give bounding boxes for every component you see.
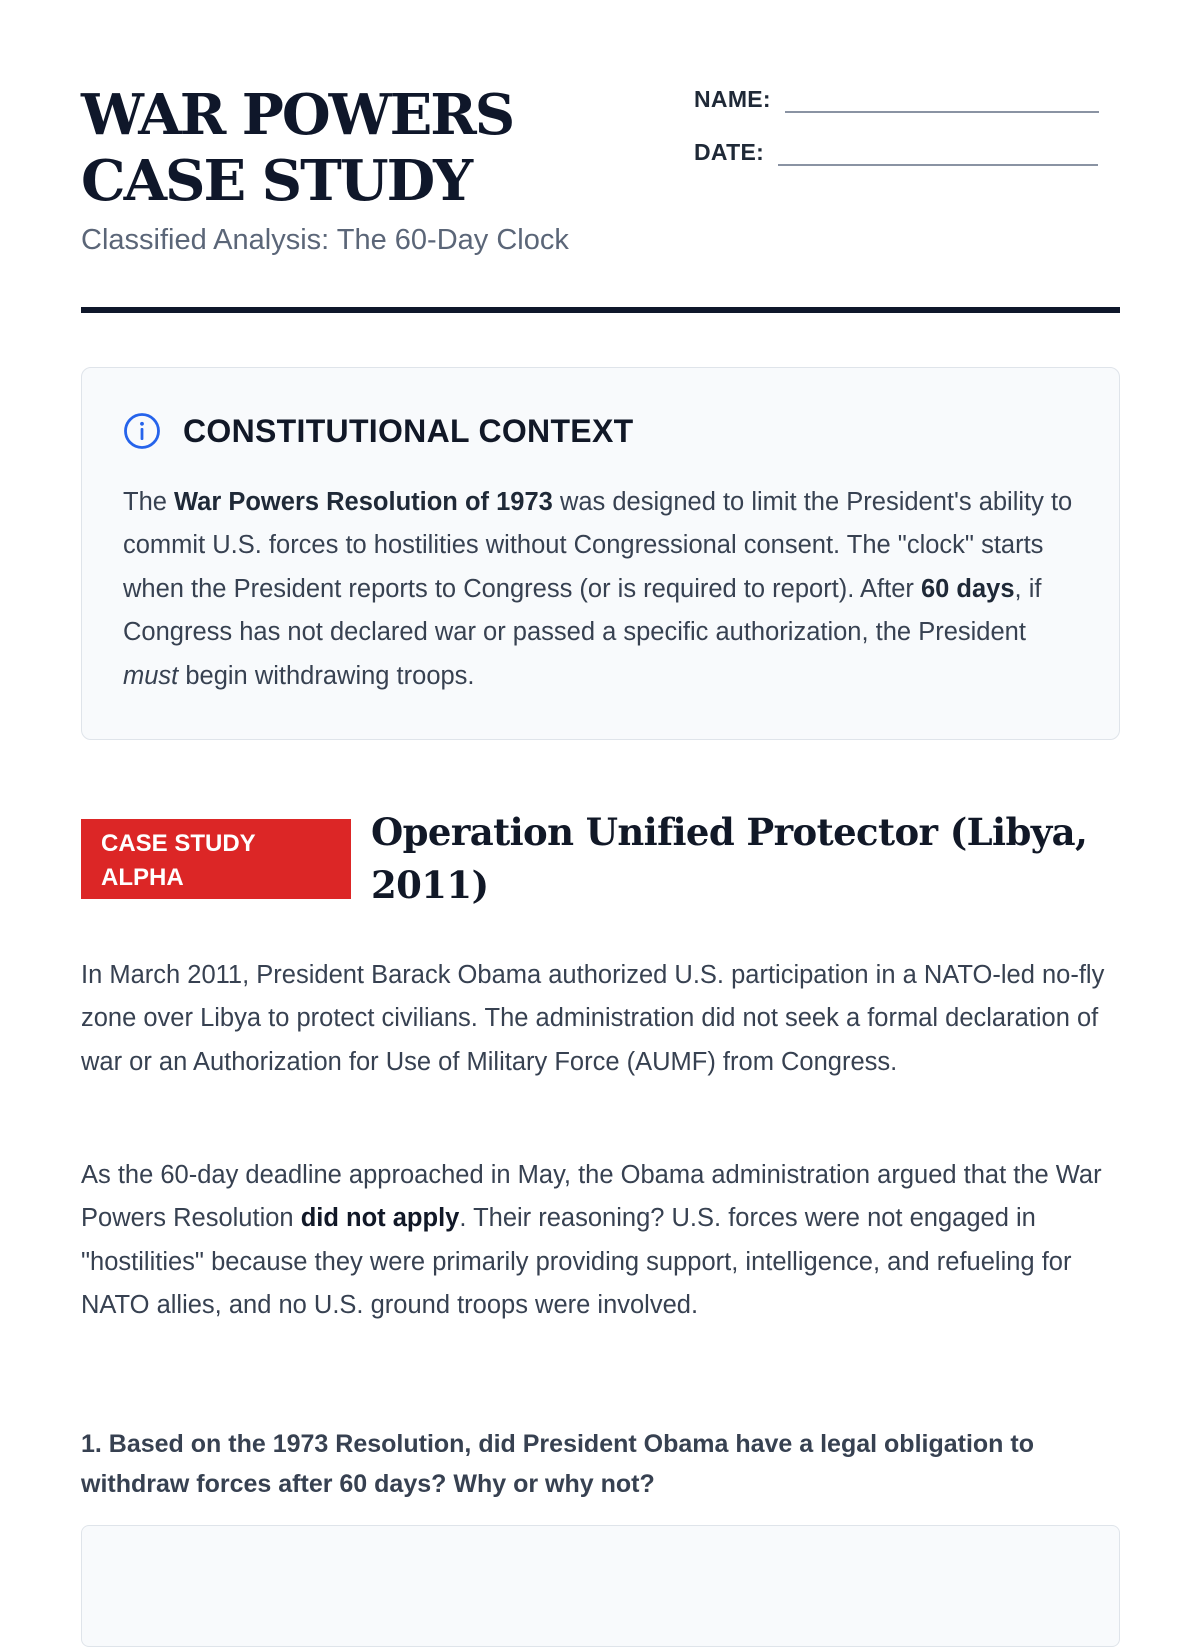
- question-1: 1. Based on the 1973 Resolution, did President Obama have a legal obligation to withdraw forces after 60 days? Why or why not?: [81, 1430, 1034, 1498]
- date-field: [694, 139, 1098, 166]
- deadline-days: 60 days: [920, 574, 1015, 603]
- page-subtitle: Classified Analysis: The 60-Day Clock: [81, 224, 569, 256]
- case-paragraph-2: As the 60-day deadline approached in May, the Obama administration argued that the War Powers Resolution did not apply. Their reasoning? U.S. forces were not engaged in "hostilities" because they were primarily providing support, intelligence, and refueling for NATO allies, and no U.S. ground troops were involved.: [81, 1161, 1102, 1320]
- name-label: NAME:: [694, 86, 771, 112]
- date-label: DATE:: [694, 139, 765, 165]
- case-study-title: Operation Unified Protector (Libya, 2011): [371, 810, 1088, 907]
- resolution-name: War Powers Resolution of 1973: [174, 488, 553, 516]
- info-icon: [123, 412, 161, 450]
- name-blank-line[interactable]: [785, 111, 1099, 113]
- date-blank-line[interactable]: [778, 164, 1098, 166]
- context-title: CONSTITUTIONAL CONTEXT: [183, 412, 634, 449]
- header-divider: [81, 307, 1120, 313]
- did-not-apply-emphasis: did not apply: [300, 1204, 460, 1233]
- constitutional-context-panel: [81, 367, 1120, 740]
- context-header: [123, 412, 633, 450]
- context-body: The War Powers Resolution of 1973 was designed to limit the President's ability to commit U.S. forces to hostilities without Congressional consent. The "clock" starts when the President reports to Congress (or is required to report). After 60 days, if Congress has not declared war or passed a specific authorization, the President must begin withdrawing troops.: [123, 488, 1073, 690]
- name-field: [694, 86, 1099, 113]
- case-paragraph-1: In March 2011, President Barack Obama authorized U.S. participation in a NATO-led no-fly zone over Libya to protect civilians. The administration did not seek a formal declaration of war or an Authorization for Use of Military Force (AUMF) from Congress.: [81, 961, 1105, 1076]
- case-study-badge: CASE STUDY ALPHA: [81, 819, 351, 899]
- emphasis-must: must: [123, 661, 179, 690]
- page-title: WAR POWERS CASE STUDY: [81, 82, 514, 214]
- answer-box-1[interactable]: [81, 1525, 1120, 1647]
